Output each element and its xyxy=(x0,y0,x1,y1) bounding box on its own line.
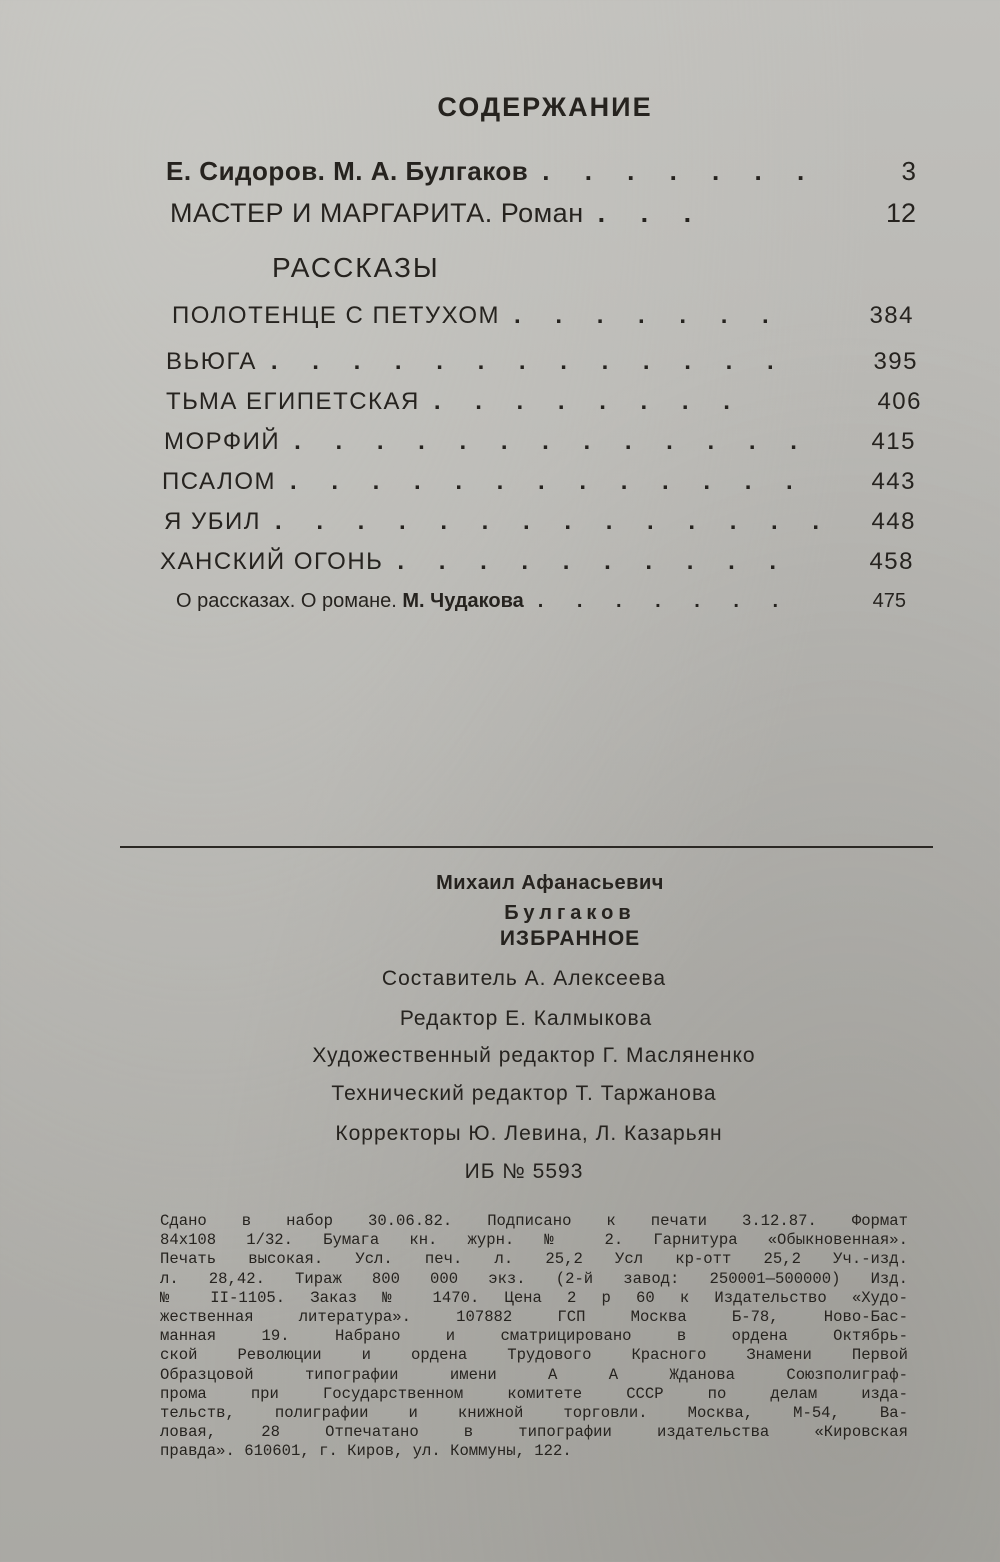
toc-entry-label: МАСТЕР И МАРГАРИТА. Роман xyxy=(170,198,584,228)
toc-page-number: 12 xyxy=(885,198,916,228)
colophon-line: тельств, полиграфии и книжной торговли. Москва, М-54, Ва- xyxy=(160,1404,908,1423)
toc-leader-dots: . . . . . . . xyxy=(514,302,783,329)
toc-leader-dots: . . . xyxy=(597,198,706,228)
colophon-line: ловая, 28 Отпечатано в типографии издательства «Кировская xyxy=(160,1423,908,1442)
toc-title: СОДЕРЖАНИЕ xyxy=(437,92,653,122)
toc-leader-dots: . . . . . . . . xyxy=(433,388,744,415)
colophon-line: манная 19. Набрано и сматрицировано в ордена Октябрь- xyxy=(160,1327,908,1346)
toc-leader-dots: . . . . . . . xyxy=(542,156,819,186)
toc-entry-label: ПСАЛОМ xyxy=(162,468,276,495)
toc-entry xyxy=(170,198,916,229)
colophon-line: прома при Государственном комитете СССР по делам изда- xyxy=(160,1384,908,1403)
colophon-line: ской Революции и ордена Трудового Красного Знамени Первой xyxy=(160,1346,908,1365)
colophon-line: Сдано в набор 30.06.82. Подписано к печати 3.12.87. Формат xyxy=(160,1212,908,1230)
author-surname: Булгаков xyxy=(504,902,636,924)
toc-entry xyxy=(160,548,914,576)
toc-page-number: 384 xyxy=(869,302,914,329)
toc-page-number: 415 xyxy=(871,428,916,455)
toc-entry-label: ТЬМА ЕГИПЕТСКАЯ xyxy=(166,388,420,415)
toc-entry-label: ПОЛОТЕНЦЕ С ПЕТУХОМ xyxy=(172,302,501,329)
toc-entry-label xyxy=(176,590,524,613)
toc-entry xyxy=(166,156,916,187)
book-title: ИЗБРАННОЕ xyxy=(499,927,641,950)
afterword-title: О рассказах. О романе. xyxy=(176,590,397,612)
credit-editor: Редактор Е. Калмыкова xyxy=(399,1007,653,1030)
colophon-line: Печать высокая. Усл. печ. л. 25,2 Усл кр-отт 25,2 Уч.-изд. xyxy=(160,1250,908,1269)
colophon-line: Образцовой типографии имени А А Жданова Союзполиграф- xyxy=(160,1365,908,1384)
toc-entry-label: ВЬЮГА xyxy=(166,348,257,375)
toc-page-number: 443 xyxy=(871,468,916,495)
toc-entry-label: МОРФИЙ xyxy=(164,428,281,455)
toc-entry xyxy=(172,302,914,330)
colophon-line: л. 28,42. Тираж 800 000 экз. (2-й завод: 250001—500000) Изд. xyxy=(160,1269,908,1288)
toc-entry xyxy=(162,468,916,496)
toc-entry-label: Я УБИЛ xyxy=(164,508,261,535)
toc-leader-dots: . . . . . . . . . . . . . xyxy=(290,468,807,495)
toc-entry xyxy=(176,590,906,613)
colophon-line: правда». 610601, г. Киров, ул. Коммуны, 122. xyxy=(160,1442,572,1461)
toc-leader-dots: . . . . . . . . . . . . . xyxy=(270,348,788,375)
toc-page-number: 3 xyxy=(901,156,916,186)
toc-leader-dots: . . . . . . . xyxy=(537,590,793,612)
credit-proofreaders: Корректоры Ю. Левина, Л. Казарьян xyxy=(335,1122,723,1145)
toc-page-number: 395 xyxy=(873,348,918,375)
toc-entry-label: ХАНСКИЙ ОГОНЬ xyxy=(160,548,384,575)
colophon-line: 84x108 1/32. Бумага кн. журн. № 2. Гарнитура «Обыкновенная». xyxy=(160,1231,908,1250)
toc-leader-dots: . . . . . . . . . . . . . . xyxy=(275,508,834,535)
divider-rule xyxy=(120,846,933,848)
toc-entry xyxy=(166,348,918,376)
toc-page-number: 406 xyxy=(877,388,922,415)
credit-art-editor: Художественный редактор Г. Масляненко xyxy=(312,1044,756,1067)
toc-page-number: 458 xyxy=(869,548,914,575)
toc-page-number: 475 xyxy=(872,590,906,612)
toc-entry xyxy=(164,428,916,456)
credit-compiler: Составитель А. Алексеева xyxy=(381,967,667,990)
toc-leader-dots: . . . . . . . . . . xyxy=(397,548,791,575)
ib-number: ИБ № 5593 xyxy=(464,1160,584,1183)
colophon-line: № II-1105. Заказ № 1470. Цена 2 р 60 к Издательство «Худо- xyxy=(160,1288,908,1307)
toc-entry-label: Е. Сидоров. М. А. Булгаков xyxy=(166,156,529,186)
toc-leader-dots: . . . . . . . . . . . . . xyxy=(294,428,811,455)
toc-entry xyxy=(166,388,922,416)
credit-tech-editor: Технический редактор Т. Таржанова xyxy=(331,1082,717,1105)
afterword-author: М. Чудакова xyxy=(402,590,524,612)
colophon-text xyxy=(160,1212,908,1462)
toc-entry xyxy=(164,508,916,536)
colophon-line: жественная литература». 107882 ГСП Москва Б-78, Ново-Бас- xyxy=(160,1308,908,1327)
author-name: Михаил Афанасьевич xyxy=(436,872,664,894)
section-heading: РАССКАЗЫ xyxy=(272,252,440,283)
toc-page-number: 448 xyxy=(871,508,916,535)
